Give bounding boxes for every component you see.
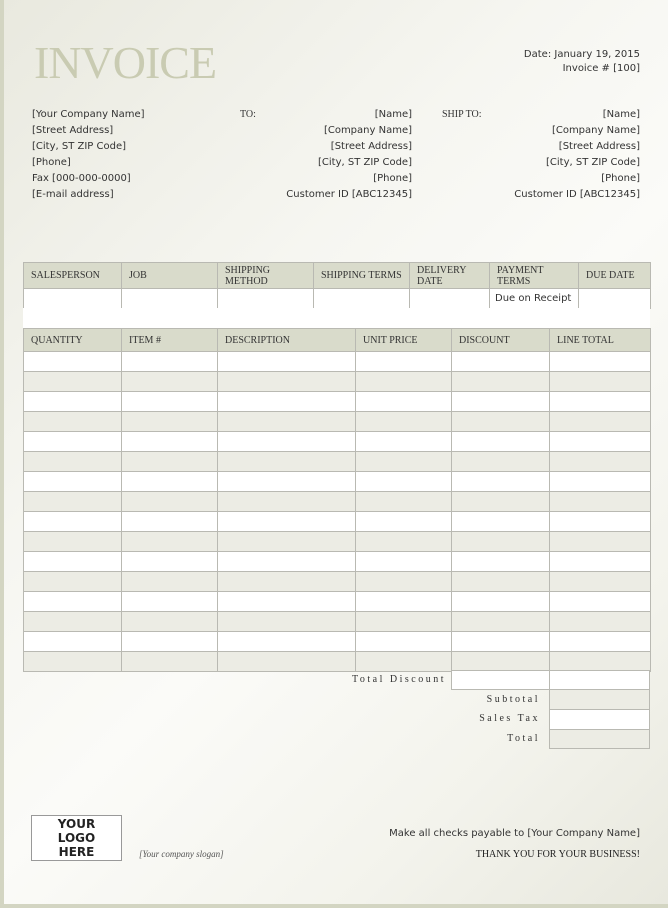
description-cell[interactable] (218, 572, 356, 592)
discount-cell[interactable] (452, 632, 550, 652)
description-cell[interactable] (218, 612, 356, 632)
unit-price-cell[interactable] (356, 552, 452, 572)
item-row (24, 572, 651, 592)
unit-price-cell[interactable] (356, 412, 452, 432)
unit-price-cell[interactable] (356, 372, 452, 392)
quantity-cell[interactable] (24, 632, 122, 652)
item-number-cell[interactable] (122, 612, 218, 632)
description-cell[interactable] (218, 512, 356, 532)
payable-note: Make all checks payable to [Your Company Name] (389, 828, 640, 839)
to-line: [City, ST ZIP Code] (317, 157, 412, 168)
from-line: [E-mail address] (32, 189, 114, 200)
spacer-band (23, 308, 650, 328)
item-row (24, 372, 651, 392)
line-total-cell[interactable] (550, 472, 651, 492)
discount-cell[interactable] (452, 512, 550, 532)
header-description: DESCRIPTION (218, 329, 356, 352)
item-number-cell[interactable] (122, 352, 218, 372)
unit-price-cell[interactable] (356, 472, 452, 492)
header-quantity: QUANTITY (24, 329, 122, 352)
ship-to-address (514, 107, 640, 203)
quantity-cell[interactable] (24, 592, 122, 612)
item-row (24, 632, 651, 652)
ship-to-line: [Company Name] (551, 125, 640, 136)
unit-price-cell[interactable] (356, 392, 452, 412)
header-discount: DISCOUNT (452, 329, 550, 352)
description-cell[interactable] (218, 352, 356, 372)
unit-price-cell[interactable] (356, 512, 452, 532)
item-number-cell[interactable] (122, 632, 218, 652)
from-line: [Phone] (32, 157, 71, 168)
quantity-cell[interactable] (24, 492, 122, 512)
unit-price-cell[interactable] (356, 592, 452, 612)
description-cell[interactable] (218, 592, 356, 612)
line-total-cell[interactable] (550, 432, 651, 452)
description-cell[interactable] (218, 452, 356, 472)
item-row (24, 392, 651, 412)
quantity-cell[interactable] (24, 352, 122, 372)
quantity-cell[interactable] (24, 572, 122, 592)
discount-cell[interactable] (452, 652, 550, 672)
line-total-cell[interactable] (550, 532, 651, 552)
line-total-cell[interactable] (550, 412, 651, 432)
description-cell[interactable] (218, 492, 356, 512)
salesperson-cell[interactable] (24, 289, 122, 309)
quantity-cell[interactable] (24, 552, 122, 572)
description-cell[interactable] (218, 532, 356, 552)
from-line: [City, ST ZIP Code] (32, 141, 127, 152)
from-line: Fax [000-000-0000] (32, 173, 131, 184)
quantity-cell[interactable] (24, 392, 122, 412)
header-shipping-terms: SHIPPING TERMS (314, 263, 410, 289)
job-cell[interactable] (122, 289, 218, 309)
total-discount-label: Total Discount (351, 674, 446, 685)
subtotal-value[interactable] (549, 689, 650, 710)
to-line: Customer ID [ABC12345] (286, 189, 412, 200)
header-salesperson: SALESPERSON (24, 263, 122, 289)
to-label: TO: (240, 109, 256, 120)
total-discount-value[interactable] (549, 670, 650, 690)
ship-to-line: [Street Address] (558, 141, 640, 152)
description-cell[interactable] (218, 412, 356, 432)
unit-price-cell[interactable] (356, 652, 452, 672)
to-line: [Street Address] (330, 141, 412, 152)
item-number-cell[interactable] (122, 512, 218, 532)
due-date-cell[interactable] (579, 289, 651, 309)
sales-tax-value[interactable] (549, 709, 650, 730)
shipping-terms-cell[interactable] (314, 289, 410, 309)
item-row (24, 592, 651, 612)
to-line: [Phone] (373, 173, 412, 184)
subtotal-label: Subtotal (486, 694, 540, 705)
discount-cell[interactable] (452, 372, 550, 392)
line-total-cell[interactable] (550, 612, 651, 632)
unit-price-cell[interactable] (356, 492, 452, 512)
item-row (24, 612, 651, 632)
item-number-cell[interactable] (122, 372, 218, 392)
header-delivery-date: DELIVERY DATE (410, 263, 490, 289)
discount-cell[interactable] (452, 412, 550, 432)
header-line-total: LINE TOTAL (550, 329, 651, 352)
unit-price-cell[interactable] (356, 632, 452, 652)
discount-cell[interactable] (452, 592, 550, 612)
items-table (23, 328, 651, 672)
description-cell[interactable] (218, 372, 356, 392)
quantity-cell[interactable] (24, 512, 122, 532)
unit-price-cell[interactable] (356, 452, 452, 472)
quantity-cell[interactable] (24, 412, 122, 432)
item-number-cell[interactable] (122, 592, 218, 612)
discount-cell[interactable] (452, 532, 550, 552)
from-line: [Your Company Name] (32, 109, 145, 120)
ship-to-line: [City, ST ZIP Code] (545, 157, 640, 168)
line-total-cell[interactable] (550, 392, 651, 412)
invoice-meta (524, 48, 640, 76)
line-total-cell[interactable] (550, 652, 651, 672)
unit-price-cell[interactable] (356, 432, 452, 452)
quantity-cell[interactable] (24, 532, 122, 552)
quantity-cell[interactable] (24, 612, 122, 632)
description-cell[interactable] (218, 392, 356, 412)
invoice-number: Invoice # [100] (562, 63, 640, 74)
delivery-date-cell[interactable] (410, 289, 490, 309)
unit-price-cell[interactable] (356, 612, 452, 632)
invoice-date: Date: January 19, 2015 (523, 49, 640, 60)
item-number-cell[interactable] (122, 412, 218, 432)
payment-terms-cell[interactable]: Due on Receipt (490, 289, 579, 309)
description-cell[interactable] (218, 632, 356, 652)
line-total-cell[interactable] (550, 352, 651, 372)
description-cell[interactable] (218, 652, 356, 672)
company-slogan: [Your company slogan] (139, 849, 224, 859)
header-item-number: ITEM # (122, 329, 218, 352)
unit-price-cell[interactable] (356, 572, 452, 592)
item-number-cell[interactable] (122, 552, 218, 572)
item-row (24, 412, 651, 432)
item-number-cell[interactable] (122, 452, 218, 472)
sales-tax-label: Sales Tax (479, 713, 540, 724)
discount-cell[interactable] (452, 572, 550, 592)
item-number-cell[interactable] (122, 532, 218, 552)
discount-cell[interactable] (452, 612, 550, 632)
quantity-cell[interactable] (24, 372, 122, 392)
discount-cell[interactable] (452, 432, 550, 452)
description-cell[interactable] (218, 472, 356, 492)
item-row (24, 492, 651, 512)
total-value[interactable] (549, 729, 650, 749)
item-number-cell[interactable] (122, 392, 218, 412)
item-number-cell[interactable] (122, 432, 218, 452)
invoice-title: INVOICE (34, 37, 217, 88)
description-cell[interactable] (218, 432, 356, 452)
unit-price-cell[interactable] (356, 532, 452, 552)
total-label: Total (507, 733, 540, 744)
item-number-cell[interactable] (122, 472, 218, 492)
shipping-method-cell[interactable] (218, 289, 314, 309)
item-row (24, 532, 651, 552)
quantity-cell[interactable] (24, 472, 122, 492)
item-row (24, 472, 651, 492)
to-address (286, 107, 412, 203)
line-total-cell[interactable] (550, 492, 651, 512)
header-shipping-method: SHIPPING METHOD (218, 263, 314, 289)
discount-cell[interactable] (452, 552, 550, 572)
discount-cell[interactable] (452, 392, 550, 412)
item-number-cell[interactable] (122, 492, 218, 512)
total-discount-cell[interactable] (451, 670, 550, 690)
description-cell[interactable] (218, 552, 356, 572)
line-total-cell[interactable] (550, 552, 651, 572)
ship-to-line: [Phone] (601, 173, 640, 184)
header-payment-terms: PAYMENT TERMS (490, 263, 579, 289)
item-row (24, 432, 651, 452)
item-row (24, 652, 651, 672)
thank-you-note: THANK YOU FOR YOUR BUSINESS! (475, 849, 640, 860)
header-unit-price: UNIT PRICE (356, 329, 452, 352)
item-number-cell[interactable] (122, 572, 218, 592)
unit-price-cell[interactable] (356, 352, 452, 372)
line-total-cell[interactable] (550, 372, 651, 392)
item-number-cell[interactable] (122, 652, 218, 672)
logo-placeholder: YOUR LOGO HERE (31, 815, 122, 861)
quantity-cell[interactable] (24, 652, 122, 672)
item-row (24, 452, 651, 472)
ship-to-label: SHIP TO: (442, 109, 482, 120)
item-row (24, 352, 651, 372)
to-line: [Name] (374, 109, 412, 120)
ship-to-line: [Name] (602, 109, 640, 120)
item-row (24, 552, 651, 572)
discount-cell[interactable] (452, 352, 550, 372)
line-total-cell[interactable] (550, 592, 651, 612)
quantity-cell[interactable] (24, 452, 122, 472)
to-line: [Company Name] (323, 125, 412, 136)
discount-cell[interactable] (452, 472, 550, 492)
from-line: [Street Address] (32, 125, 114, 136)
discount-cell[interactable] (452, 452, 550, 472)
ship-to-line: Customer ID [ABC12345] (514, 189, 640, 200)
line-total-cell[interactable] (550, 632, 651, 652)
line-total-cell[interactable] (550, 512, 651, 532)
line-total-cell[interactable] (550, 572, 651, 592)
item-row (24, 512, 651, 532)
quantity-cell[interactable] (24, 432, 122, 452)
order-table (23, 262, 651, 309)
header-due-date: DUE DATE (579, 263, 651, 289)
line-total-cell[interactable] (550, 452, 651, 472)
from-address (32, 107, 145, 203)
discount-cell[interactable] (452, 492, 550, 512)
header-job: JOB (122, 263, 218, 289)
